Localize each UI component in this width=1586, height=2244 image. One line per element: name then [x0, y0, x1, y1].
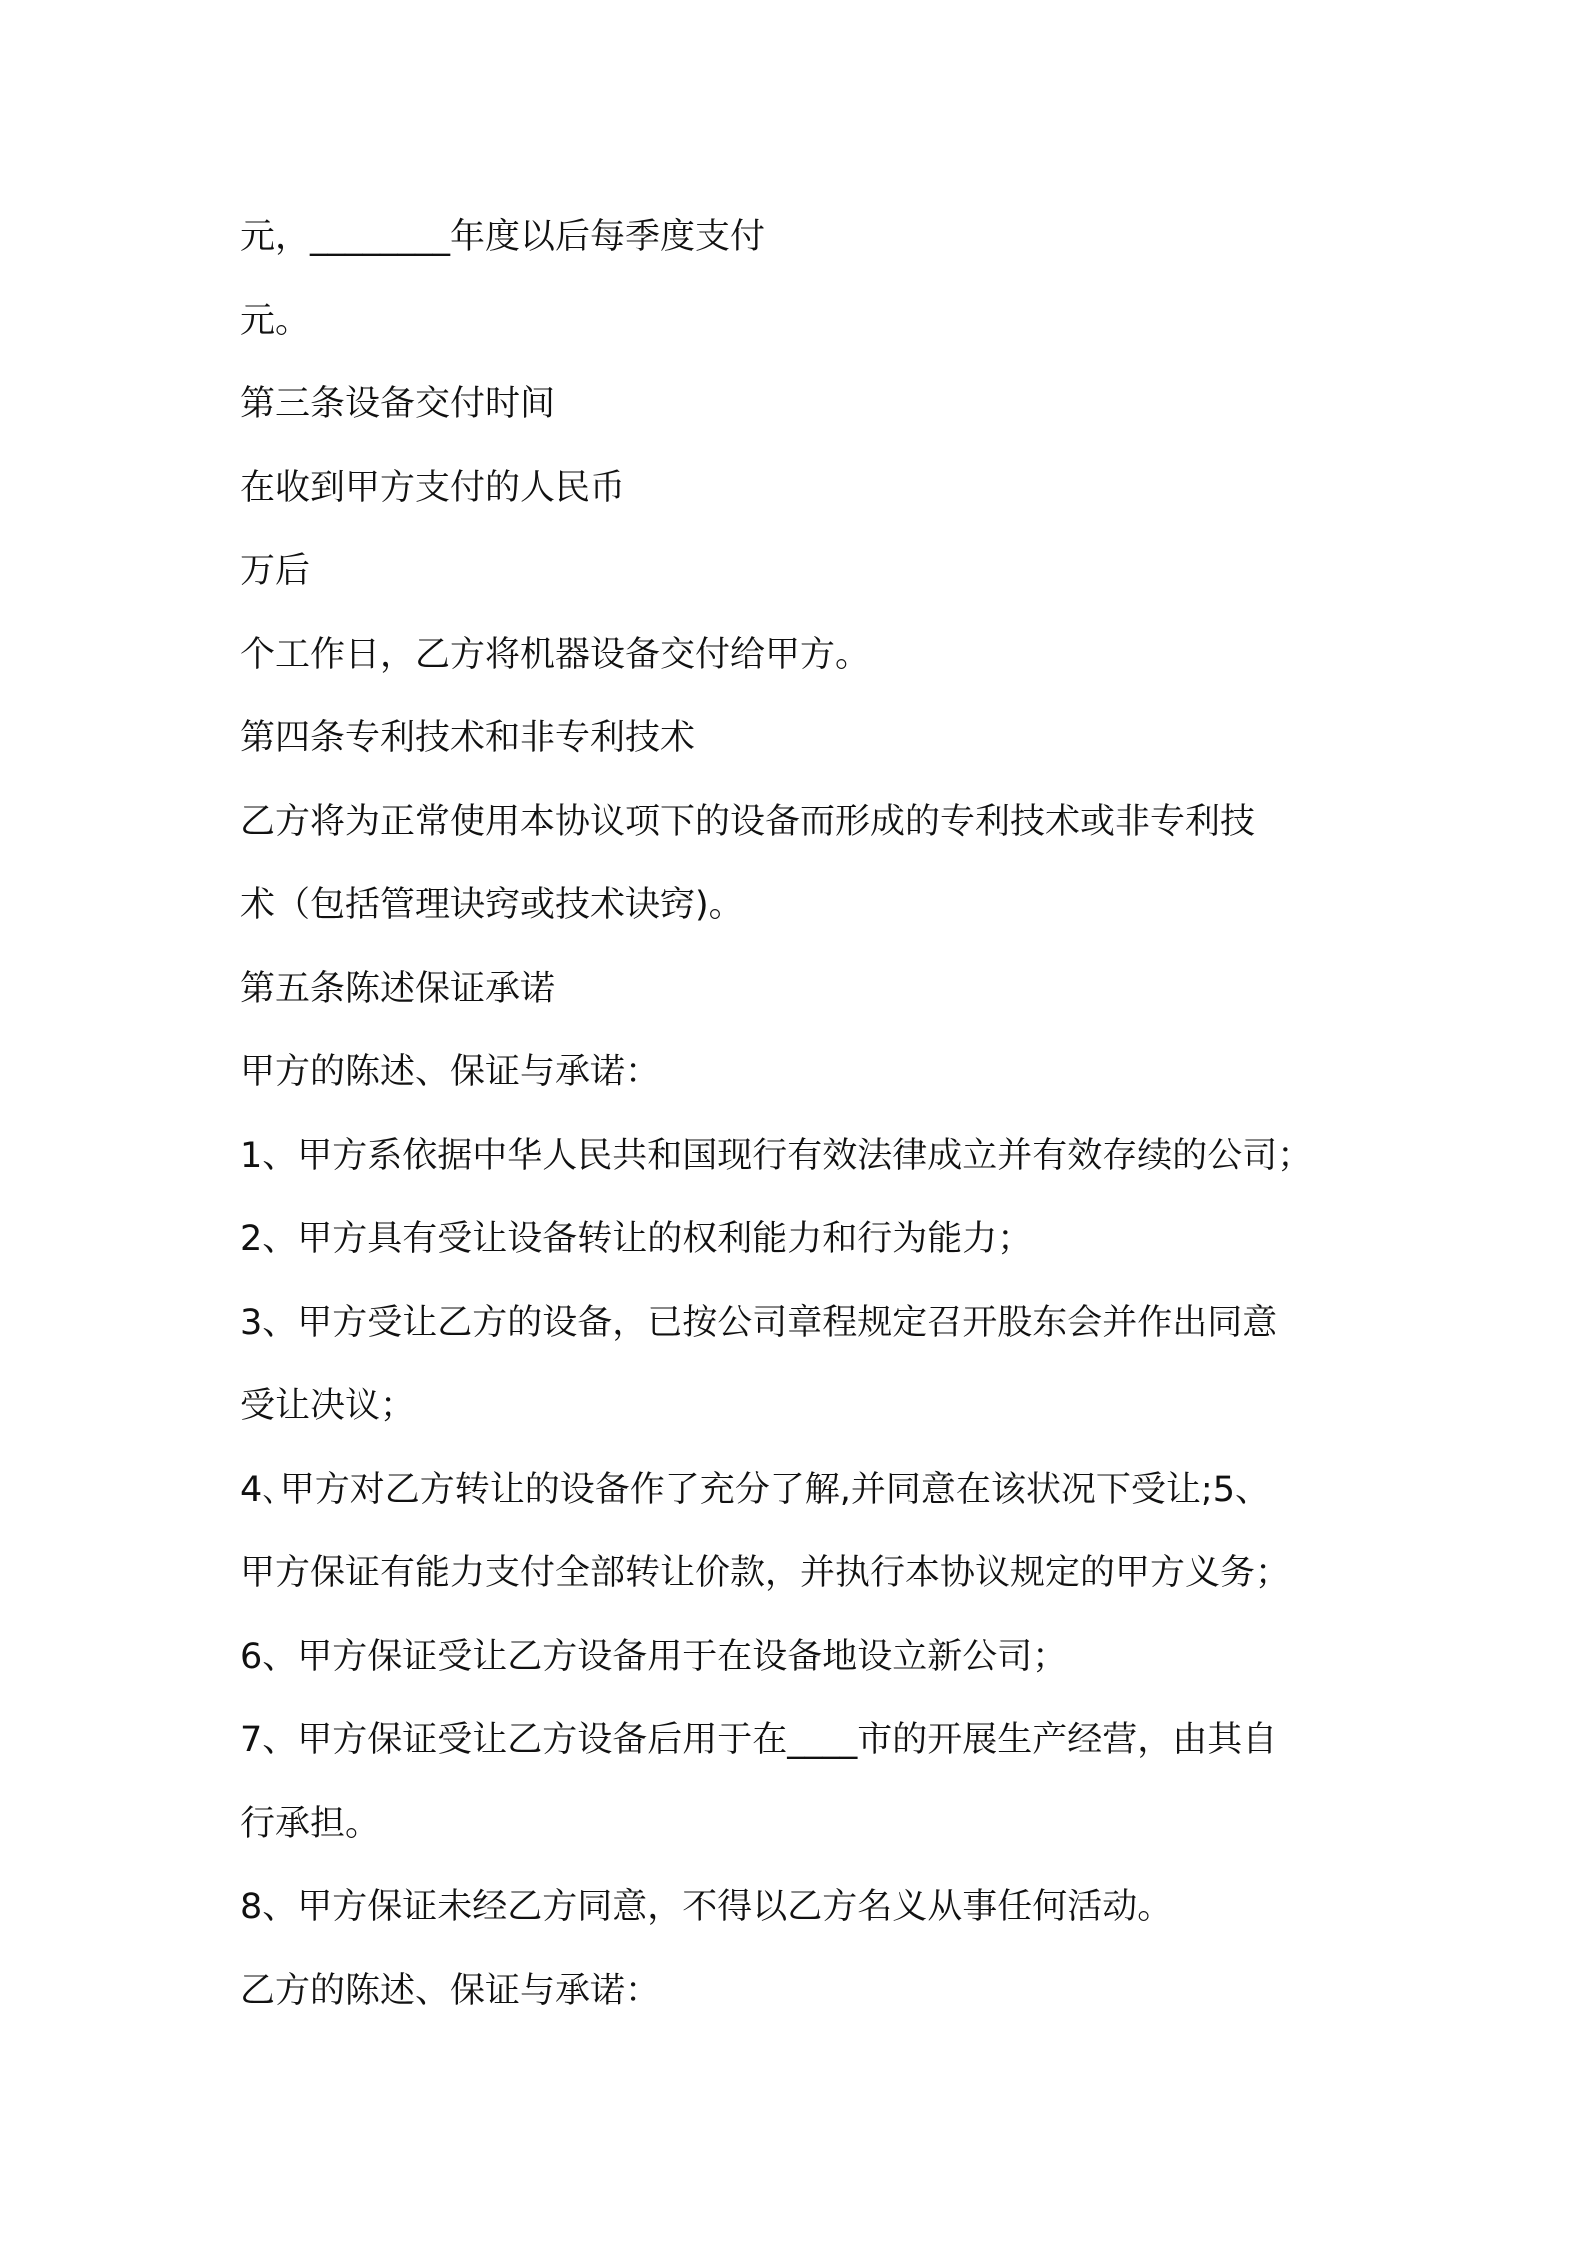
text-line: 行承担。	[240, 1803, 381, 1844]
list-item: 8、甲方保证未经乙方同意，不得以乙方名义从事任何活动。	[240, 1887, 1173, 1927]
list-item: 2、甲方具有受让设备转让的权利能力和行为能力；	[240, 1219, 1033, 1259]
list-item: 3、甲方受让乙方的设备，已按公司章程规定召开股东会并作出同意	[240, 1302, 1278, 1343]
text-line: 甲方保证有能力支付全部转让价款，并执行本协议规定的甲方义务；	[240, 1553, 1291, 1593]
text-line: 术（包括管理诀窍或技术诀窍)。	[240, 885, 744, 925]
document-body	[240, 196, 1380, 2033]
text-line: 乙方将为正常使用本协议项下的设备而形成的专利技术或非专利技	[240, 801, 1256, 842]
text-line: 乙方的陈述、保证与承诺：	[240, 1970, 661, 2011]
text-line: 元，________年度以后每季度支付	[240, 217, 766, 257]
text-line: 甲方的陈述、保证与承诺：	[240, 1052, 661, 1092]
text-line: 受让决议；	[240, 1386, 416, 1426]
section-heading: 第五条陈述保证承诺	[240, 968, 556, 1009]
section-heading: 第四条专利技术和非专利技术	[240, 718, 696, 758]
text-line: 个工作日，乙方将机器设备交付给甲方。	[240, 634, 871, 675]
list-item: 4､甲方对乙方转让的设备作了充分了解,并同意在该状况下受让;5、	[240, 1469, 1270, 1510]
text-line: 万后	[240, 551, 311, 591]
list-item: 7、甲方保证受让乙方设备后用于在____市的开展生产经营，由其自	[240, 1720, 1278, 1760]
list-item: 1、甲方系依据中华人民共和国现行有效法律成立并有效存续的公司；	[240, 1135, 1313, 1176]
list-item: 6、甲方保证受让乙方设备用于在设备地设立新公司；	[240, 1636, 1068, 1677]
text-line: 在收到甲方支付的人民币	[240, 467, 626, 508]
section-heading: 第三条设备交付时间	[240, 384, 556, 424]
text-line: 元。	[240, 300, 311, 341]
